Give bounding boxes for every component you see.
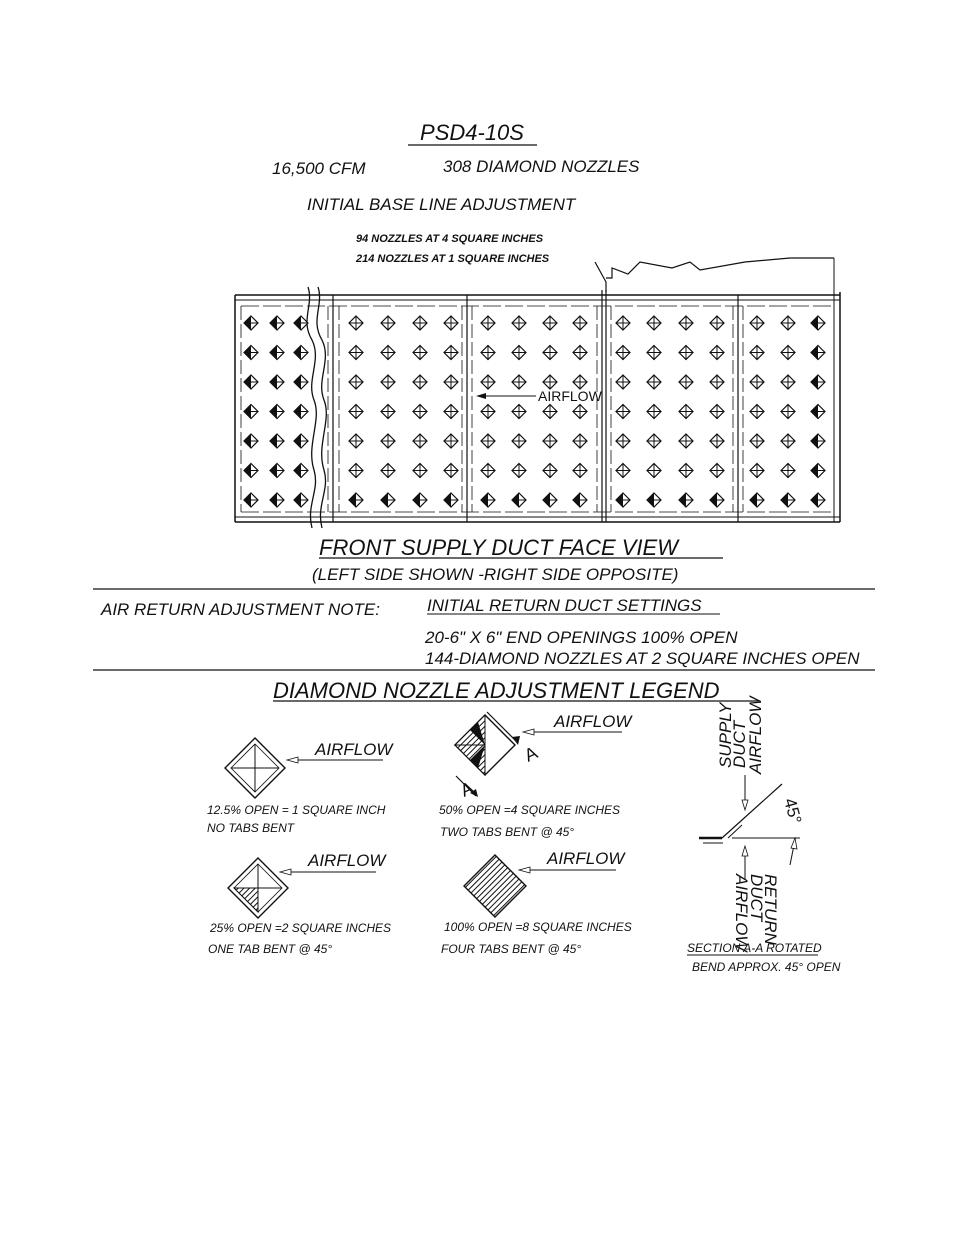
section-angle: 45° [780,796,806,826]
spec-line-1: 94 NOZZLES AT 4 SQUARE INCHES [356,233,544,245]
adjustment-title: INITIAL BASE LINE ADJUSTMENT [307,195,576,214]
nozzle-closed [647,434,661,448]
nozzle-open [647,493,661,507]
nozzle-closed [444,346,458,360]
nozzle-closed [413,316,427,330]
nozzle-quarter-open-icon [228,858,288,918]
nozzle-closed [647,346,661,360]
spec-line-2: 214 NOZZLES AT 1 SQUARE INCHES [356,253,550,265]
nozzle-open [244,346,258,360]
nozzle-closed [573,464,587,478]
nozzle-closed-icon [225,738,285,798]
nozzle-closed [481,434,495,448]
nozzle-closed [647,464,661,478]
nozzle-closed [512,346,526,360]
legend-50-line-2: TWO TABS BENT @ 45° [440,825,575,839]
nozzle-closed [512,434,526,448]
nozzle-closed [444,405,458,419]
section-return-label-3: AIRFLOW [732,874,751,952]
nozzle-closed [710,464,724,478]
legend-50-airflow: AIRFLOW [554,712,632,731]
legend-25-line-2: ONE TAB BENT @ 45° [208,942,333,956]
nozzle-open [811,434,825,448]
nozzle-closed [349,405,363,419]
nozzle-closed [444,464,458,478]
nozzle-closed [750,405,764,419]
nozzle-closed [750,464,764,478]
nozzle-open [270,405,284,419]
section-marker-a2: A [457,777,477,801]
nozzle-open [294,434,308,448]
nozzle-closed [413,434,427,448]
nozzle-closed [381,316,395,330]
face-view-caption: FRONT SUPPLY DUCT FACE VIEW [319,535,678,560]
legend-item-12-percent [207,738,394,835]
nozzle-open [811,464,825,478]
return-note-line-2: 144-DIAMOND NOZZLES AT 2 SQUARE INCHES OPEN [425,649,860,668]
nozzle-full-open-icon [464,855,526,917]
nozzle-closed [543,464,557,478]
nozzle-closed [413,464,427,478]
section-note: BEND APPROX. 45° OPEN [692,960,841,974]
legend-25-line-1: 25% OPEN =2 SQUARE INCHES [210,921,392,935]
nozzle-open [811,493,825,507]
nozzle-closed [413,405,427,419]
nozzle-closed [710,375,724,389]
return-note-label: AIR RETURN ADJUSTMENT NOTE: [101,600,380,619]
nozzle-open [781,493,795,507]
nozzle-open [811,405,825,419]
legend-item-25-percent [208,851,391,956]
nozzle-closed [781,375,795,389]
section-marker-a1: A [521,742,541,766]
nozzle-closed [349,434,363,448]
nozzle-closed [781,346,795,360]
nozzle-open [573,493,587,507]
section-return-label-2: DUCT [747,874,766,922]
nozzle-closed [512,405,526,419]
nozzle-closed [381,375,395,389]
nozzle-closed [616,405,630,419]
nozzle-open [270,375,284,389]
nozzle-open [294,346,308,360]
nozzle-closed [750,346,764,360]
nozzle-open [616,493,630,507]
section-a-a [687,695,841,974]
nozzle-closed [647,405,661,419]
nozzle-open [244,316,258,330]
nozzle-closed [781,316,795,330]
face-view-subcaption: (LEFT SIDE SHOWN -RIGHT SIDE OPPOSITE) [312,565,679,584]
nozzle-open [244,375,258,389]
nozzle-open [543,493,557,507]
nozzle-open [270,434,284,448]
nozzle-closed [573,375,587,389]
nozzle-open [270,464,284,478]
nozzle-closed [710,346,724,360]
nozzle-closed [781,464,795,478]
nozzle-open [270,346,284,360]
nozzle-closed [481,464,495,478]
nozzle-closed [381,405,395,419]
legend-100-airflow: AIRFLOW [547,849,625,868]
legend-50-line-1: 50% OPEN =4 SQUARE INCHES [439,803,621,817]
header [272,120,640,265]
nozzle-closed [616,464,630,478]
nozzle-open [444,493,458,507]
nozzle-closed [444,316,458,330]
nozzle-closed [349,464,363,478]
nozzle-closed [512,375,526,389]
legend-12-line-1: 12.5% OPEN = 1 SQUARE INCH [207,803,386,817]
section-supply-label-3: AIRFLOW [746,696,765,774]
nozzle-closed [481,316,495,330]
airflow-label: AIRFLOW [538,388,602,404]
nozzle-open [481,493,495,507]
section-return-label-1: RETURN [761,874,780,945]
legend-item-100-percent [441,849,632,956]
nozzle-closed [573,405,587,419]
legend-25-airflow: AIRFLOW [308,851,386,870]
nozzle-closed [444,375,458,389]
nozzle-closed [679,434,693,448]
legend-title: DIAMOND NOZZLE ADJUSTMENT LEGEND [273,678,720,703]
nozzle-closed [481,346,495,360]
nozzle-closed [781,405,795,419]
legend-12-line-2: NO TABS BENT [207,821,295,835]
nozzle-closed [710,434,724,448]
nozzle-closed [543,405,557,419]
nozzle-open [294,375,308,389]
nozzle-closed [750,375,764,389]
nozzle-closed [573,346,587,360]
return-note [93,589,875,670]
face-view [235,258,840,584]
nozzle-closed [381,464,395,478]
nozzle-open [811,375,825,389]
legend-12-airflow: AIRFLOW [315,740,393,759]
nozzle-open [381,493,395,507]
return-note-heading: INITIAL RETURN DUCT SETTINGS [427,596,702,615]
nozzle-closed [679,316,693,330]
nozzle-closed [679,346,693,360]
section-caption: SECTION A-A ROTATED [687,941,822,955]
nozzle-count: 308 DIAMOND NOZZLES [443,157,640,176]
nozzle-closed [413,375,427,389]
nozzle-closed [349,346,363,360]
nozzle-closed [750,434,764,448]
nozzle-closed [481,405,495,419]
nozzle-open [679,493,693,507]
nozzle-closed [543,346,557,360]
nozzle-closed [381,434,395,448]
nozzle-closed [750,316,764,330]
nozzle-closed [573,316,587,330]
nozzle-open [244,464,258,478]
nozzle-closed [616,346,630,360]
section-supply-label-2: DUCT [730,720,749,768]
nozzle-closed [481,375,495,389]
nozzle-open [270,493,284,507]
nozzle-closed [512,464,526,478]
legend [207,678,841,974]
cfm-rating: 16,500 CFM [272,159,366,178]
nozzle-open [294,405,308,419]
nozzle-closed [543,375,557,389]
nozzle-closed [349,316,363,330]
nozzle-closed [647,316,661,330]
nozzle-closed [381,346,395,360]
section-supply-label-1: SUPPLY [716,702,735,768]
nozzle-open [270,316,284,330]
nozzle-open [244,405,258,419]
nozzle-closed [647,375,661,389]
nozzle-closed [781,434,795,448]
nozzle-open [294,464,308,478]
drawing-title: PSD4-10S [420,120,524,145]
nozzle-open [294,493,308,507]
nozzle-open [811,346,825,360]
nozzle-closed [679,464,693,478]
nozzle-open [349,493,363,507]
nozzle-open [750,493,764,507]
nozzle-closed [512,316,526,330]
nozzle-closed [543,316,557,330]
airflow-indicator [476,388,603,404]
legend-100-line-2: FOUR TABS BENT @ 45° [441,942,582,956]
nozzle-closed [543,434,557,448]
legend-100-line-1: 100% OPEN =8 SQUARE INCHES [444,920,632,934]
nozzle-open [244,434,258,448]
nozzle-closed [710,405,724,419]
nozzle-closed [573,434,587,448]
nozzle-open [710,493,724,507]
nozzle-closed [710,316,724,330]
nozzle-closed [413,346,427,360]
nozzle-open [811,316,825,330]
nozzle-closed [444,434,458,448]
nozzle-closed [616,434,630,448]
nozzle-open [512,493,526,507]
nozzle-open [413,493,427,507]
nozzle-open [294,316,308,330]
nozzle-closed [349,375,363,389]
nozzle-closed [616,375,630,389]
return-note-line-1: 20-6" X 6" END OPENINGS 100% OPEN [425,628,738,647]
legend-item-50-percent [439,712,633,839]
nozzle-closed [679,375,693,389]
nozzle-closed [616,316,630,330]
nozzle-open [244,493,258,507]
nozzle-closed [679,405,693,419]
